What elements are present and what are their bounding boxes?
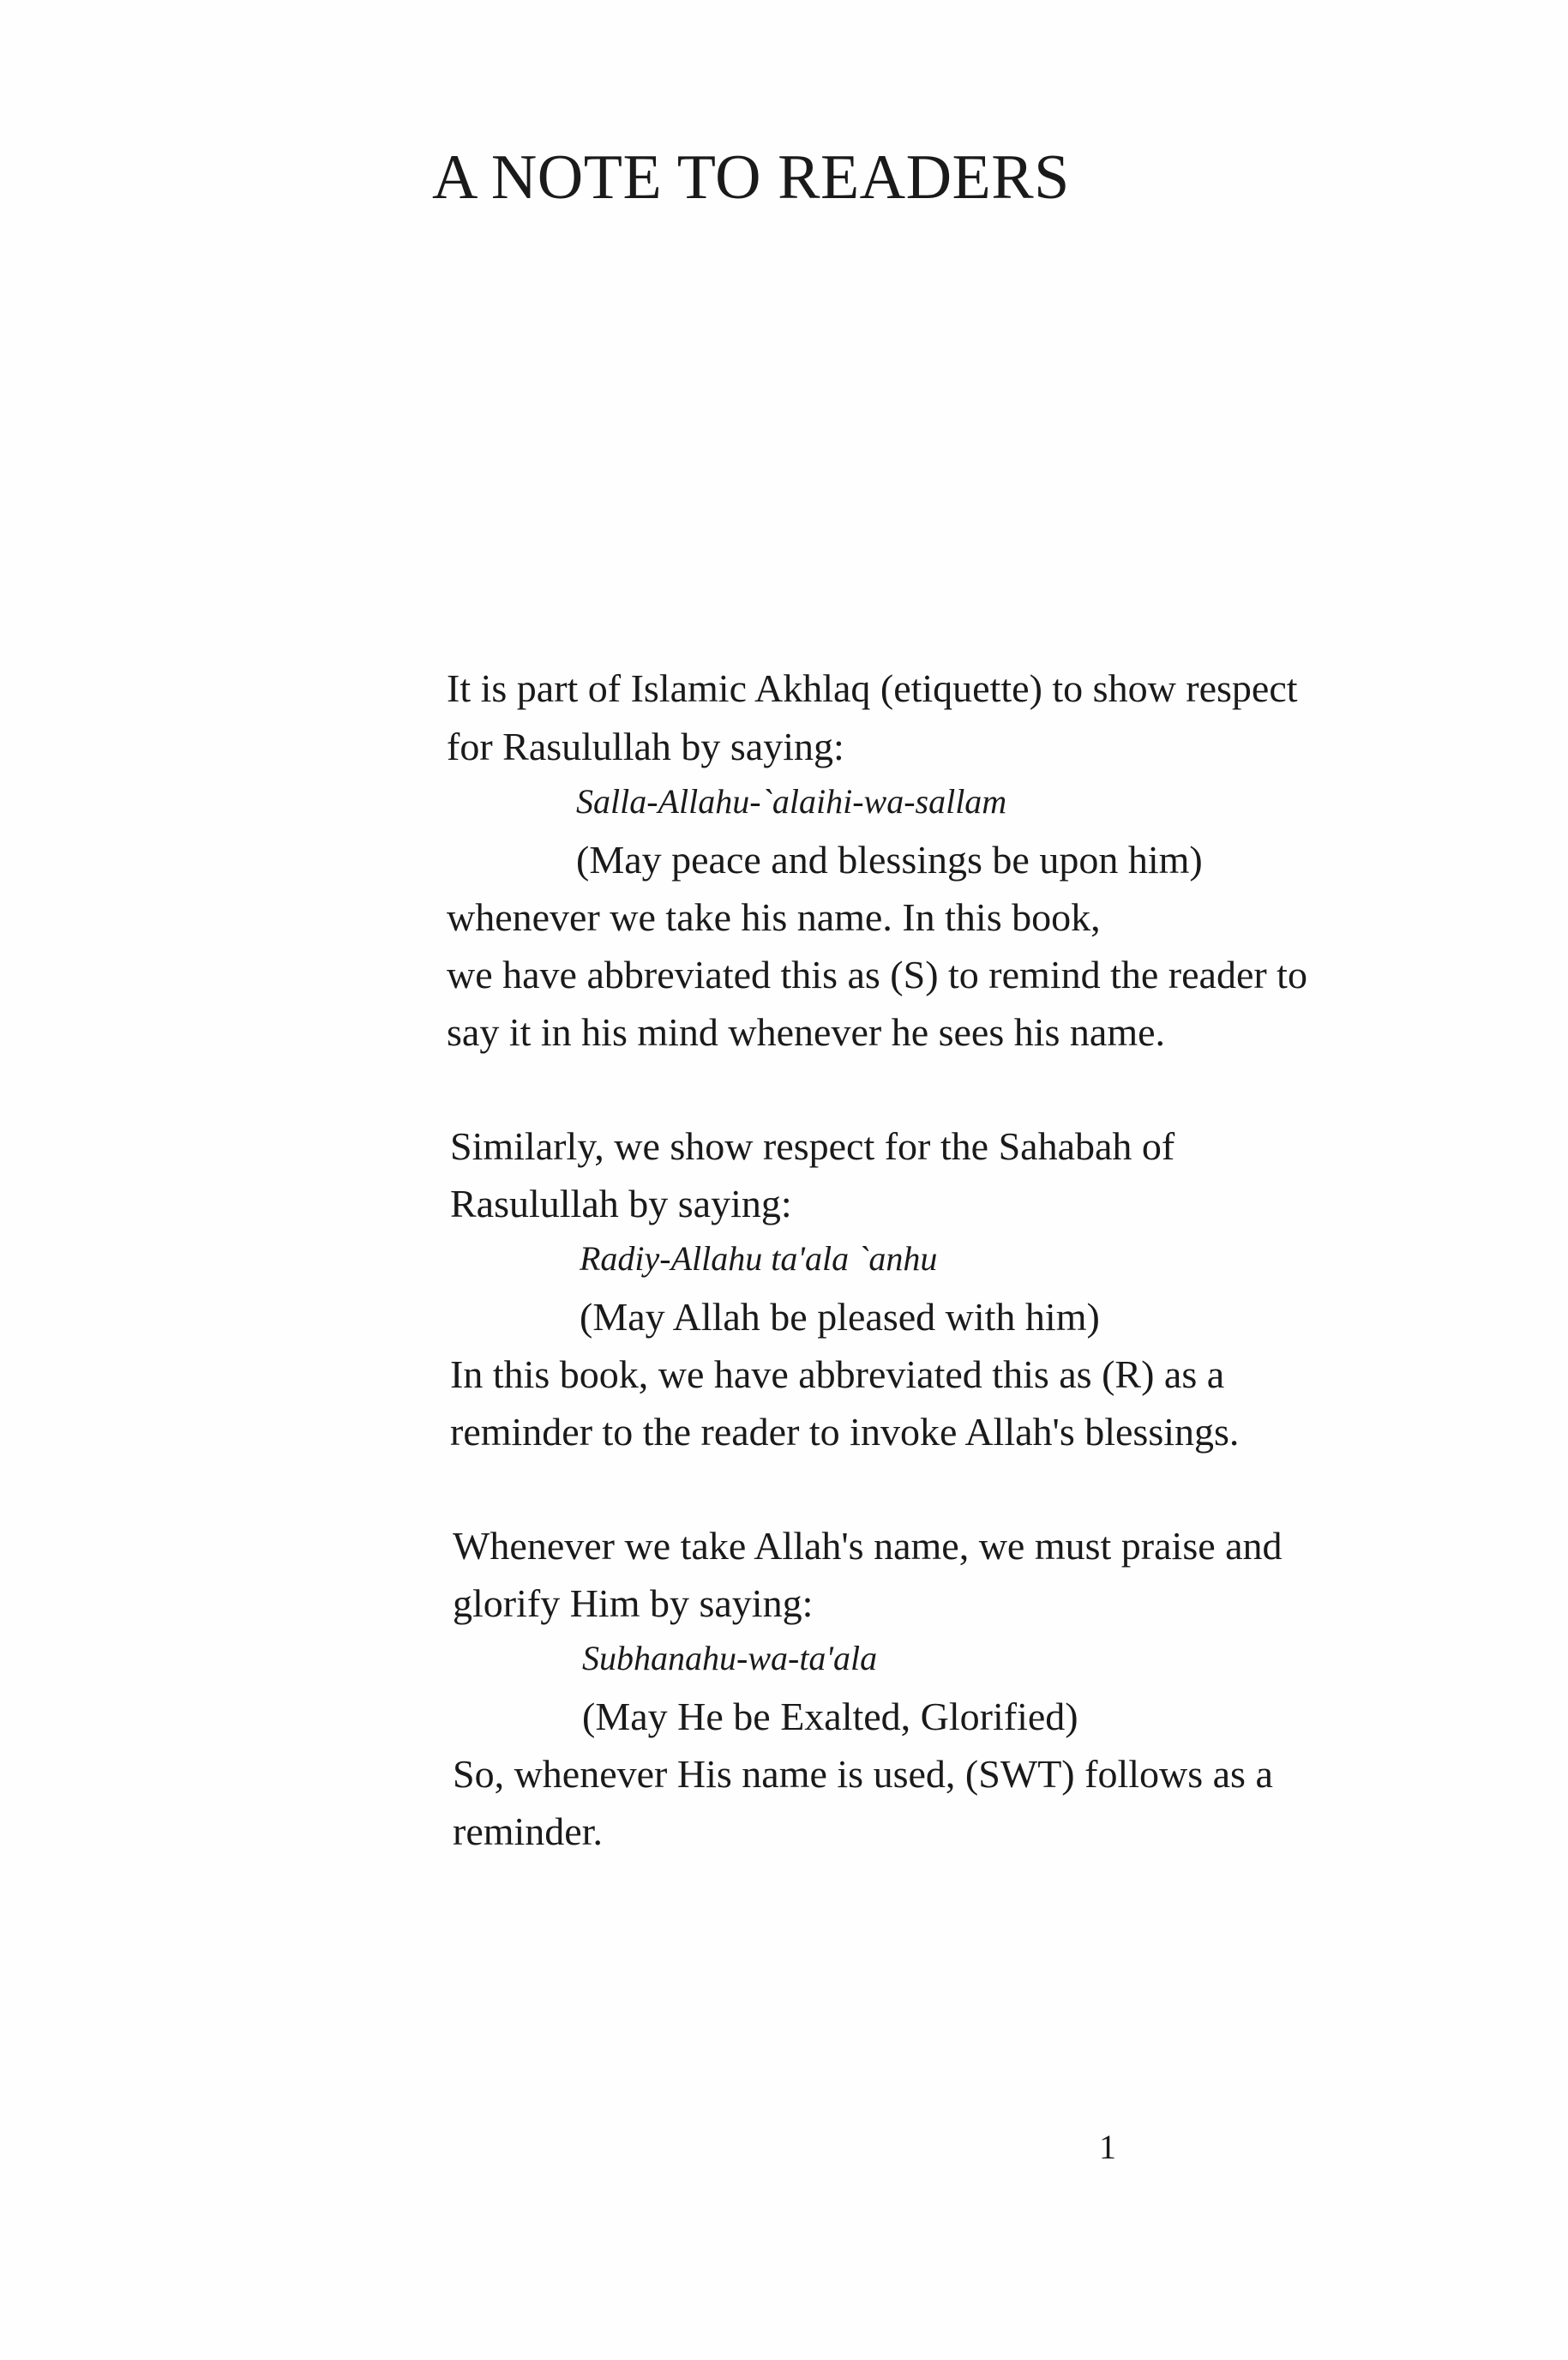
page-title: A NOTE TO READERS	[432, 142, 1070, 213]
paragraph-3-line-1: Whenever we take Allah's name, we must praise and	[453, 1524, 1283, 1568]
paragraph-2-line-1: Similarly, we show respect for the Sahabah of	[450, 1124, 1175, 1168]
paragraph-1-line-5: whenever we take his name. In this book,	[447, 895, 1101, 939]
paragraph-2-line-5: In this book, we have abbreviated this as (R) as a	[450, 1352, 1225, 1396]
paragraph-2-translation: (May Allah be pleased with him)	[580, 1295, 1100, 1339]
paragraph-3-translation: (May He be Exalted, Glorified)	[582, 1695, 1078, 1738]
paragraph-1-line-2: for Rasulullah by saying:	[447, 725, 844, 768]
paragraph-1-line-1: It is part of Islamic Akhlaq (etiquette) to show respect	[447, 666, 1298, 710]
paragraph-3-line-5: So, whenever His name is used, (SWT) follows as a	[453, 1752, 1273, 1796]
page-number: 1	[1099, 2128, 1116, 2166]
paragraph-1-line-6: we have abbreviated this as (S) to remind the reader to	[447, 953, 1307, 996]
paragraph-2-line-2: Rasulullah by saying:	[450, 1182, 792, 1225]
paragraph-2-arabic-phrase: Radiy-Allahu ta'ala `anhu	[580, 1239, 938, 1278]
paragraph-1-arabic-phrase: Salla-Allahu-`alaihi-wa-sallam	[576, 782, 1007, 821]
paragraph-1-line-7: say it in his mind whenever he sees his name.	[447, 1010, 1166, 1054]
paragraph-2-line-6: reminder to the reader to invoke Allah's blessings.	[450, 1410, 1240, 1454]
paragraph-1-translation: (May peace and blessings be upon him)	[576, 838, 1203, 882]
paragraph-3-line-2: glorify Him by saying:	[453, 1581, 814, 1625]
paragraph-3-arabic-phrase: Subhanahu-wa-ta'ala	[582, 1639, 878, 1677]
paragraph-3-line-6: reminder.	[453, 1809, 603, 1853]
